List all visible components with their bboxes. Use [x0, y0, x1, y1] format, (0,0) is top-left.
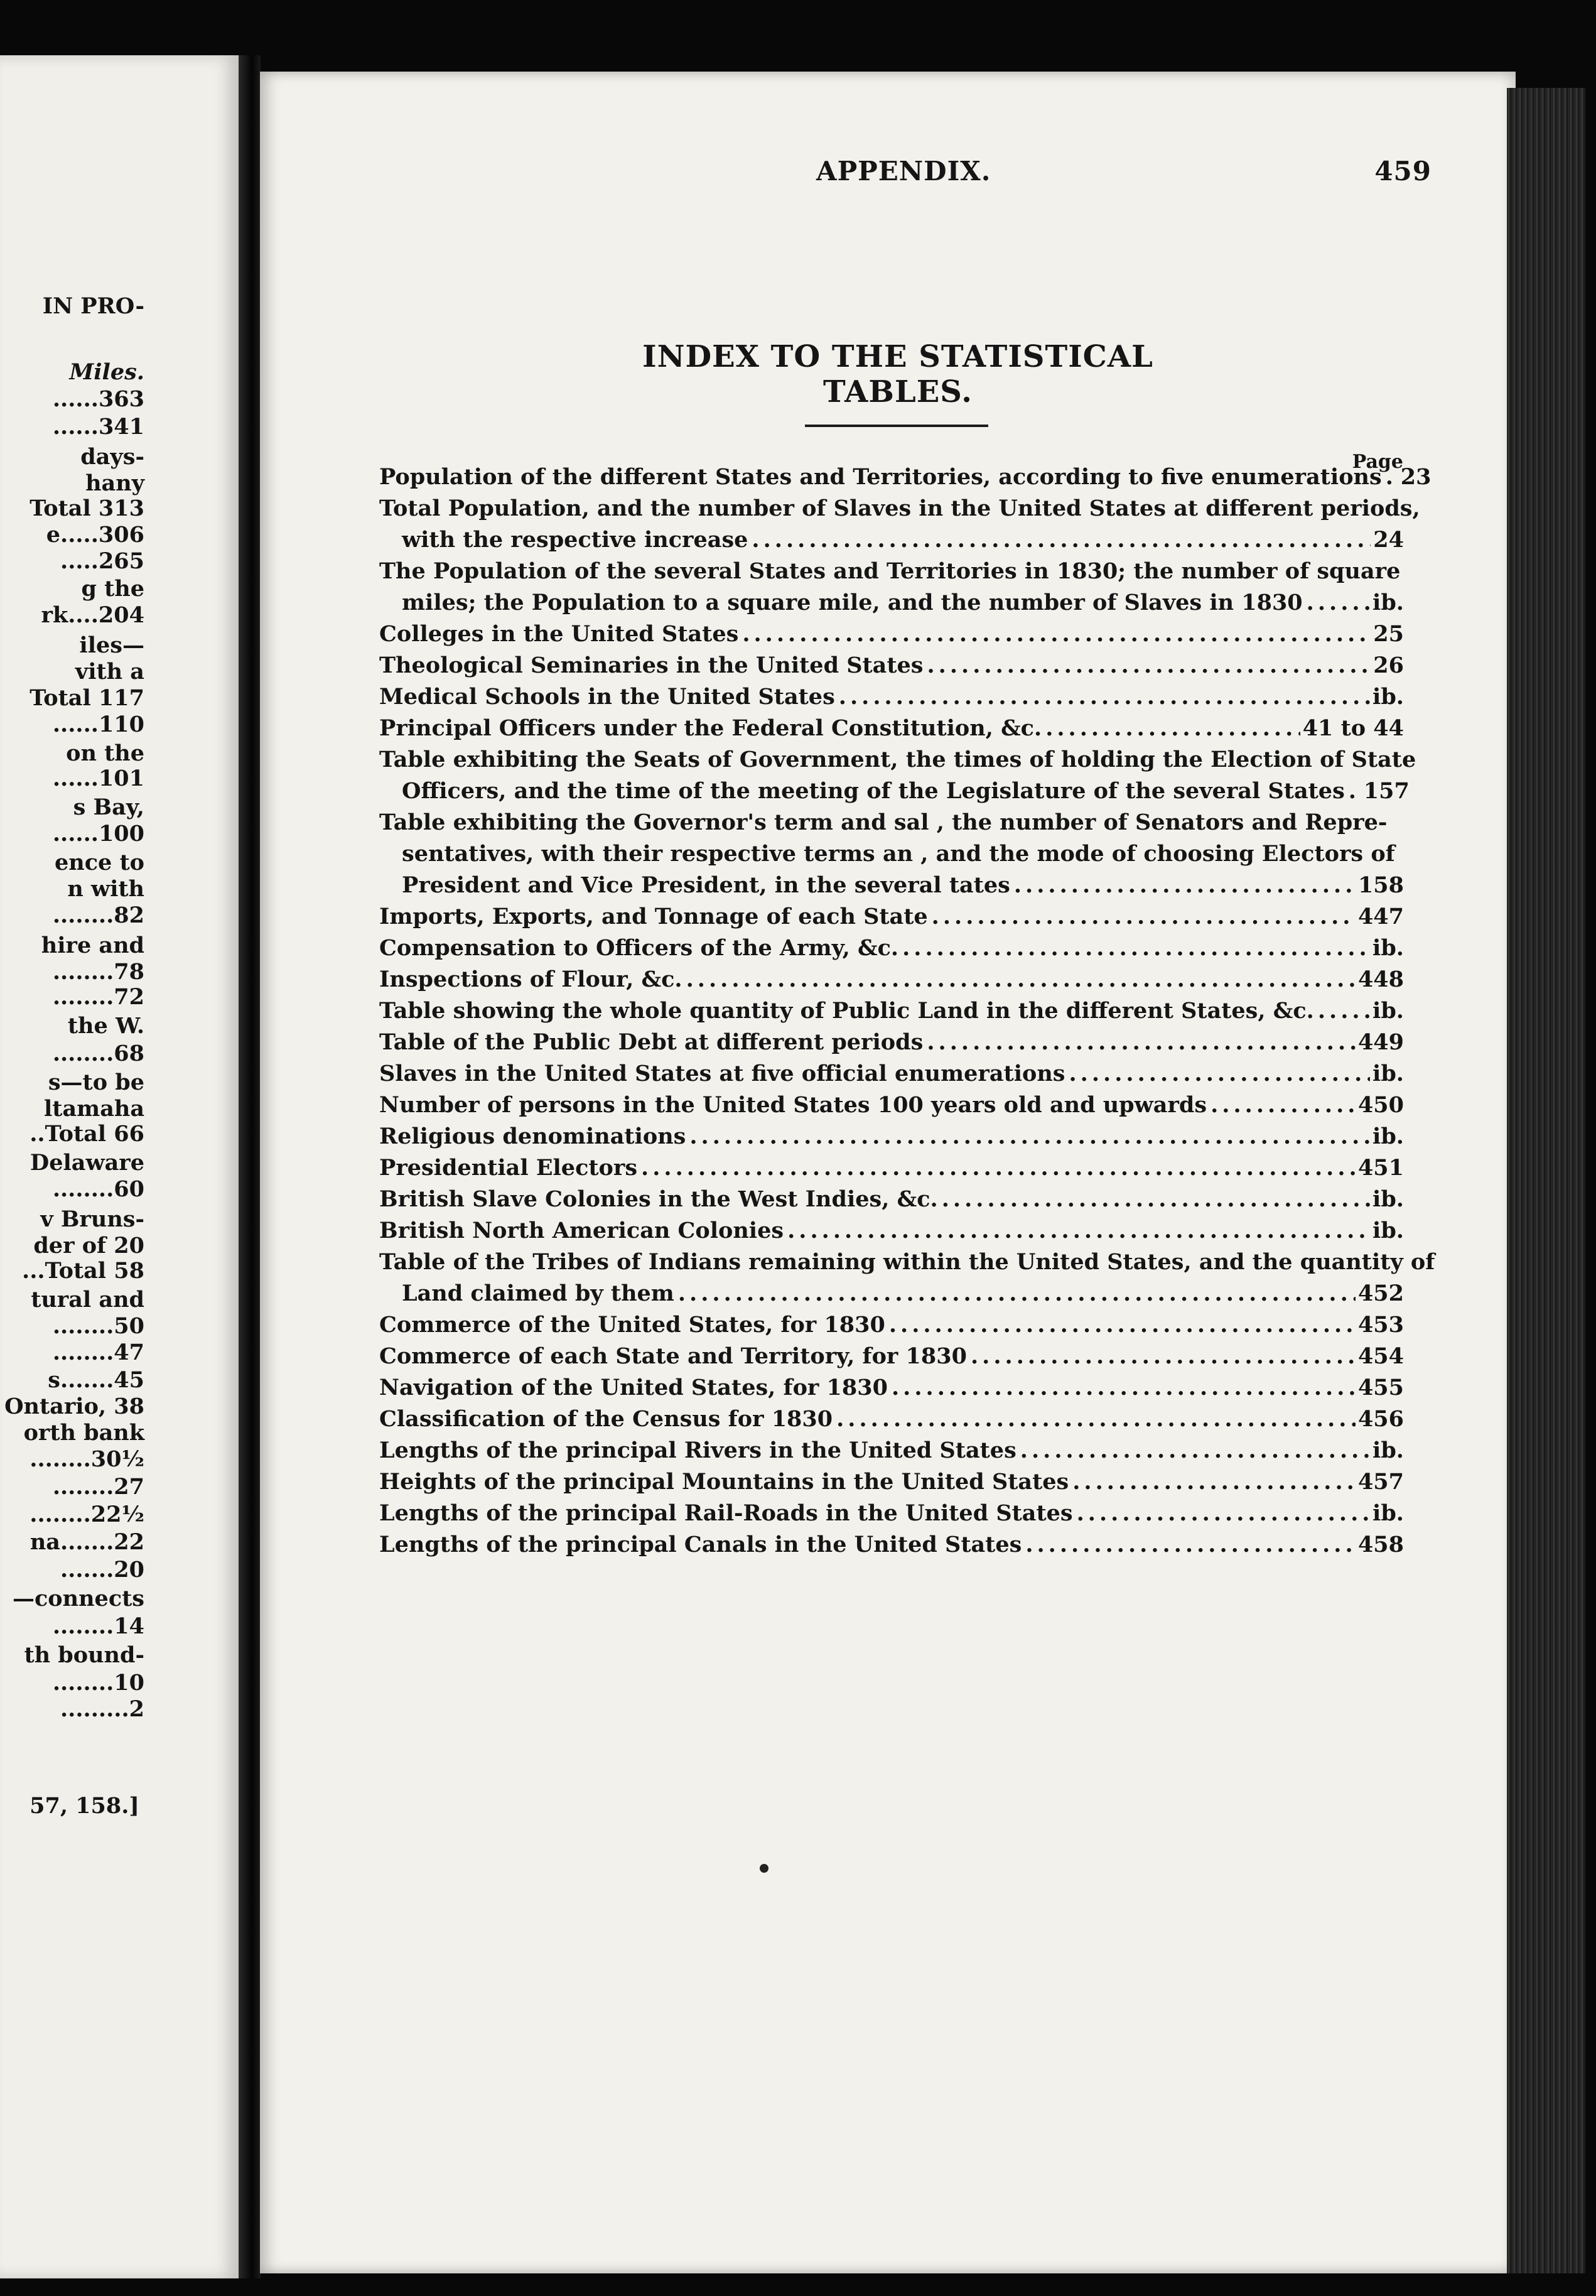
index-entry: [379, 1184, 1404, 1215]
left-page-line: ........30½: [30, 1446, 144, 1472]
index-entry: [379, 650, 1404, 681]
left-page-line: n with: [67, 876, 144, 902]
left-page-line: .........2: [60, 1696, 144, 1722]
left-page-line: ........78: [52, 959, 144, 985]
left-page-line: s Bay,: [73, 794, 144, 820]
dot-leader: [641, 1152, 1356, 1184]
entry-page-number: 458: [1357, 1532, 1404, 1557]
entry-text: Table exhibiting the Governor's term and sal , the number of Senators and Repre-: [379, 810, 1388, 835]
entry-text: Officers, and the time of the meeting of the Legislature of the several States: [402, 778, 1345, 804]
index-entry: [379, 1404, 1404, 1435]
dot-leader: [686, 964, 1356, 995]
index-list: [379, 462, 1435, 1561]
left-page-line: Total 313: [30, 495, 144, 521]
entry-text: Lengths of the principal Rail-Roads in the United States: [379, 1500, 1073, 1526]
entry-page-number: ib.: [1372, 1438, 1404, 1463]
page-column-label: Page: [1352, 451, 1403, 473]
entry-text: Land claimed by them: [402, 1281, 674, 1306]
left-page-line: v Bruns-: [40, 1206, 144, 1232]
entry-page-number: ib.: [1372, 1124, 1404, 1149]
left-page-line: na.......22: [30, 1529, 144, 1555]
index-entry: [379, 807, 1404, 901]
entry-page-number: 451: [1357, 1155, 1404, 1181]
entry-page-number: 457: [1357, 1469, 1404, 1495]
dot-leader: [787, 1215, 1370, 1247]
left-page-line: hire and: [41, 933, 144, 958]
dot-leader: [1349, 776, 1361, 807]
left-page-line: ........82: [52, 902, 144, 928]
entry-text: Imports, Exports, and Tonnage of each State: [379, 904, 928, 929]
entry-page-number: 24: [1373, 527, 1404, 553]
index-entry: [379, 1529, 1404, 1561]
entry-text: Lengths of the principal Rivers in the United States: [379, 1438, 1016, 1463]
index-entry: [379, 619, 1404, 650]
ink-spot: [760, 1864, 768, 1873]
left-page-footer: 57, 158.]: [30, 1793, 139, 1819]
left-page-line: e.....306: [46, 522, 144, 548]
left-page-line: tural and: [31, 1287, 144, 1313]
entry-text: Population of the different States and Territories, according to five enumerations: [379, 464, 1382, 490]
left-page-line: ......363: [52, 386, 144, 412]
dot-leader: [1318, 995, 1370, 1027]
entry-text: Religious denominations: [379, 1124, 686, 1149]
index-entry: [379, 1435, 1404, 1466]
left-page-line: IN PRO-: [42, 293, 144, 319]
left-page-line: .......20: [60, 1557, 144, 1583]
left-page-line: Total 117: [30, 685, 144, 711]
left-page-line: on the: [66, 740, 144, 766]
left-page-line: ......110: [52, 712, 144, 737]
dot-leader: [889, 1309, 1356, 1341]
dot-leader: [902, 933, 1370, 964]
entry-text: Total Population, and the number of Slaves in the United States at different periods,: [379, 495, 1420, 521]
entry-text: British North American Colonies: [379, 1218, 784, 1243]
left-page-line: ........22½: [30, 1502, 144, 1527]
entry-text: Lengths of the principal Canals in the United States: [379, 1532, 1022, 1557]
dot-leader: [1025, 1529, 1356, 1561]
entry-text: with the respective increase: [402, 527, 748, 553]
left-page-line: ........47: [52, 1340, 144, 1365]
entry-page-number: 41 to 44: [1302, 715, 1404, 741]
dot-leader: [1210, 1090, 1356, 1121]
entry-text: miles; the Population to a square mile, and the number of Slaves in 1830: [402, 590, 1303, 615]
entry-page-number: 456: [1357, 1406, 1404, 1432]
entry-page-number: 158: [1357, 872, 1404, 898]
dot-leader: [1072, 1466, 1356, 1498]
left-page-line: ........60: [52, 1176, 144, 1202]
title-rule: [805, 425, 988, 427]
left-page-line: hany: [85, 470, 144, 496]
entry-page-number: ib.: [1372, 1218, 1404, 1243]
index-entry: [379, 964, 1404, 995]
dot-leader: [942, 1184, 1370, 1215]
entry-text: Table of the Tribes of Indians remaining within the United States, and the quantity of: [379, 1249, 1435, 1275]
dot-leader: [1045, 713, 1300, 744]
entry-page-number: 452: [1357, 1281, 1404, 1306]
left-page-line: ......100: [52, 821, 144, 847]
index-entry: [379, 901, 1404, 933]
entry-text: Inspections of Flour, &c.: [379, 967, 682, 992]
left-page-line: ........14: [52, 1613, 144, 1639]
index-entry: [379, 1152, 1404, 1184]
dot-leader: [1069, 1058, 1371, 1090]
left-page-line: der of 20: [33, 1233, 144, 1259]
entry-page-number: 25: [1373, 621, 1404, 647]
entry-page-number: 454: [1357, 1343, 1404, 1369]
left-page-line: Ontario, 38: [4, 1394, 144, 1419]
index-entry: [379, 1309, 1404, 1341]
left-page-line: g the: [81, 576, 144, 602]
entry-page-number: 157: [1363, 778, 1410, 804]
index-entry: [379, 1027, 1404, 1058]
left-page-line: orth bank: [23, 1420, 144, 1446]
index-entry: [379, 493, 1420, 556]
index-entry: [379, 462, 1432, 493]
entry-text: Compensation to Officers of the Army, &c.: [379, 935, 899, 961]
dot-leader: [1020, 1435, 1370, 1466]
entry-page-number: 23: [1400, 464, 1432, 490]
index-entry: [379, 995, 1404, 1027]
page-title: INDEX TO THE STATISTICAL TABLES.: [642, 339, 1153, 409]
left-page-line: ......341: [52, 414, 144, 440]
dot-leader: [836, 1404, 1356, 1435]
left-page-line: ...Total 58: [22, 1258, 144, 1284]
dot-leader: [742, 619, 1371, 650]
entry-page-number: ib.: [1372, 998, 1404, 1024]
dot-leader: [752, 524, 1371, 556]
entry-page-number: ib.: [1372, 935, 1404, 961]
entry-text: British Slave Colonies in the West Indies, &c.: [379, 1186, 938, 1212]
entry-page-number: 26: [1373, 653, 1404, 678]
dot-leader: [1077, 1498, 1370, 1529]
entry-page-number: ib.: [1372, 1500, 1404, 1526]
index-entry: [379, 1372, 1404, 1404]
dot-leader: [1307, 587, 1370, 619]
entry-page-number: ib.: [1372, 684, 1404, 710]
entry-text: Commerce of the United States, for 1830: [379, 1312, 885, 1338]
index-entry: [379, 681, 1404, 713]
index-entry: [379, 1498, 1404, 1529]
left-page-line: ..Total 66: [30, 1121, 144, 1147]
entry-text: Slaves in the United States at five official enumerations: [379, 1061, 1065, 1086]
entry-text: Presidential Electors: [379, 1155, 638, 1181]
entry-text: Table of the Public Debt at different periods: [379, 1029, 924, 1055]
page-number: 459: [1374, 156, 1432, 187]
left-page-line: Miles.: [69, 359, 144, 385]
page-edges: [1507, 88, 1585, 2273]
entry-text: Number of persons in the United States 100 years old and upwards: [379, 1092, 1207, 1118]
left-facing-page: [0, 55, 239, 2278]
entry-text: Commerce of each State and Territory, for 1830: [379, 1343, 967, 1369]
left-page-line: vith a: [75, 659, 144, 685]
book-gutter: [239, 55, 261, 2278]
entry-text: Table exhibiting the Seats of Government, the times of holding the Election of State: [379, 747, 1416, 772]
entry-page-number: 447: [1357, 904, 1404, 929]
left-page-line: the W.: [67, 1013, 144, 1039]
entry-page-number: 455: [1357, 1375, 1404, 1400]
entry-text: Principal Officers under the Federal Constitution, &c.: [379, 715, 1042, 741]
dot-leader: [689, 1121, 1370, 1152]
left-page-line: Delaware: [30, 1150, 144, 1176]
entry-text: Table showing the whole quantity of Public Land in the different States, &c.: [379, 998, 1314, 1024]
entry-page-number: ib.: [1372, 590, 1404, 615]
index-entry: [379, 713, 1404, 744]
index-entry: [379, 1090, 1404, 1121]
dot-leader: [927, 650, 1371, 681]
entry-page-number: 450: [1357, 1092, 1404, 1118]
entry-text: sentatives, with their respective terms an , and the mode of choosing Electors of: [402, 841, 1395, 867]
entry-text: President and Vice President, in the several tates: [402, 872, 1010, 898]
left-page-line: s.......45: [48, 1367, 144, 1393]
index-entry: [379, 1058, 1404, 1090]
left-page-line: iles—: [79, 632, 144, 658]
left-page-line: ......101: [52, 766, 144, 791]
entry-page-number: ib.: [1372, 1186, 1404, 1212]
left-page-line: ........10: [52, 1670, 144, 1696]
entry-text: Classification of the Census for 1830: [379, 1406, 833, 1432]
entry-page-number: 448: [1357, 967, 1404, 992]
left-page-line: —connects: [13, 1586, 144, 1611]
dot-leader: [839, 681, 1370, 713]
entry-text: Medical Schools in the United States: [379, 684, 835, 710]
left-page-line: .....265: [60, 548, 144, 574]
dot-leader: [1014, 870, 1356, 901]
entry-text: The Population of the several States and Territories in 1830; the number of square: [379, 558, 1401, 584]
index-entry: [379, 1247, 1435, 1309]
entry-text: Colleges in the United States: [379, 621, 739, 647]
index-entry: [379, 933, 1404, 964]
entry-text: Heights of the principal Mountains in the United States: [379, 1469, 1069, 1495]
dot-leader: [1386, 462, 1398, 493]
left-page-line: ........68: [52, 1041, 144, 1066]
running-title: APPENDIX.: [816, 156, 991, 187]
dot-leader: [971, 1341, 1356, 1372]
left-page-line: rk....204: [41, 602, 144, 628]
dot-leader: [892, 1372, 1356, 1404]
left-page-line: ltamaha: [44, 1096, 144, 1122]
index-entry: [379, 1121, 1404, 1152]
index-entry: [379, 1215, 1404, 1247]
left-page-line: ence to: [55, 850, 144, 875]
left-page-line: ........50: [52, 1313, 144, 1339]
index-entry: [379, 1466, 1404, 1498]
dot-leader: [927, 1027, 1356, 1058]
entry-page-number: 453: [1357, 1312, 1404, 1338]
left-page-line: ........72: [52, 984, 144, 1010]
entry-text: Navigation of the United States, for 1830: [379, 1375, 888, 1400]
dot-leader: [932, 901, 1356, 933]
left-page-line: s—to be: [48, 1069, 144, 1095]
left-page-line: th bound-: [24, 1642, 144, 1668]
left-page-line: ........27: [52, 1474, 144, 1500]
left-page-line: days-: [80, 444, 144, 470]
entry-page-number: ib.: [1372, 1061, 1404, 1086]
index-entry: [379, 744, 1416, 807]
index-entry: [379, 1341, 1404, 1372]
entry-text: Theological Seminaries in the United States: [379, 653, 924, 678]
dot-leader: [678, 1278, 1356, 1309]
index-entry: [379, 556, 1404, 619]
entry-page-number: 449: [1357, 1029, 1404, 1055]
